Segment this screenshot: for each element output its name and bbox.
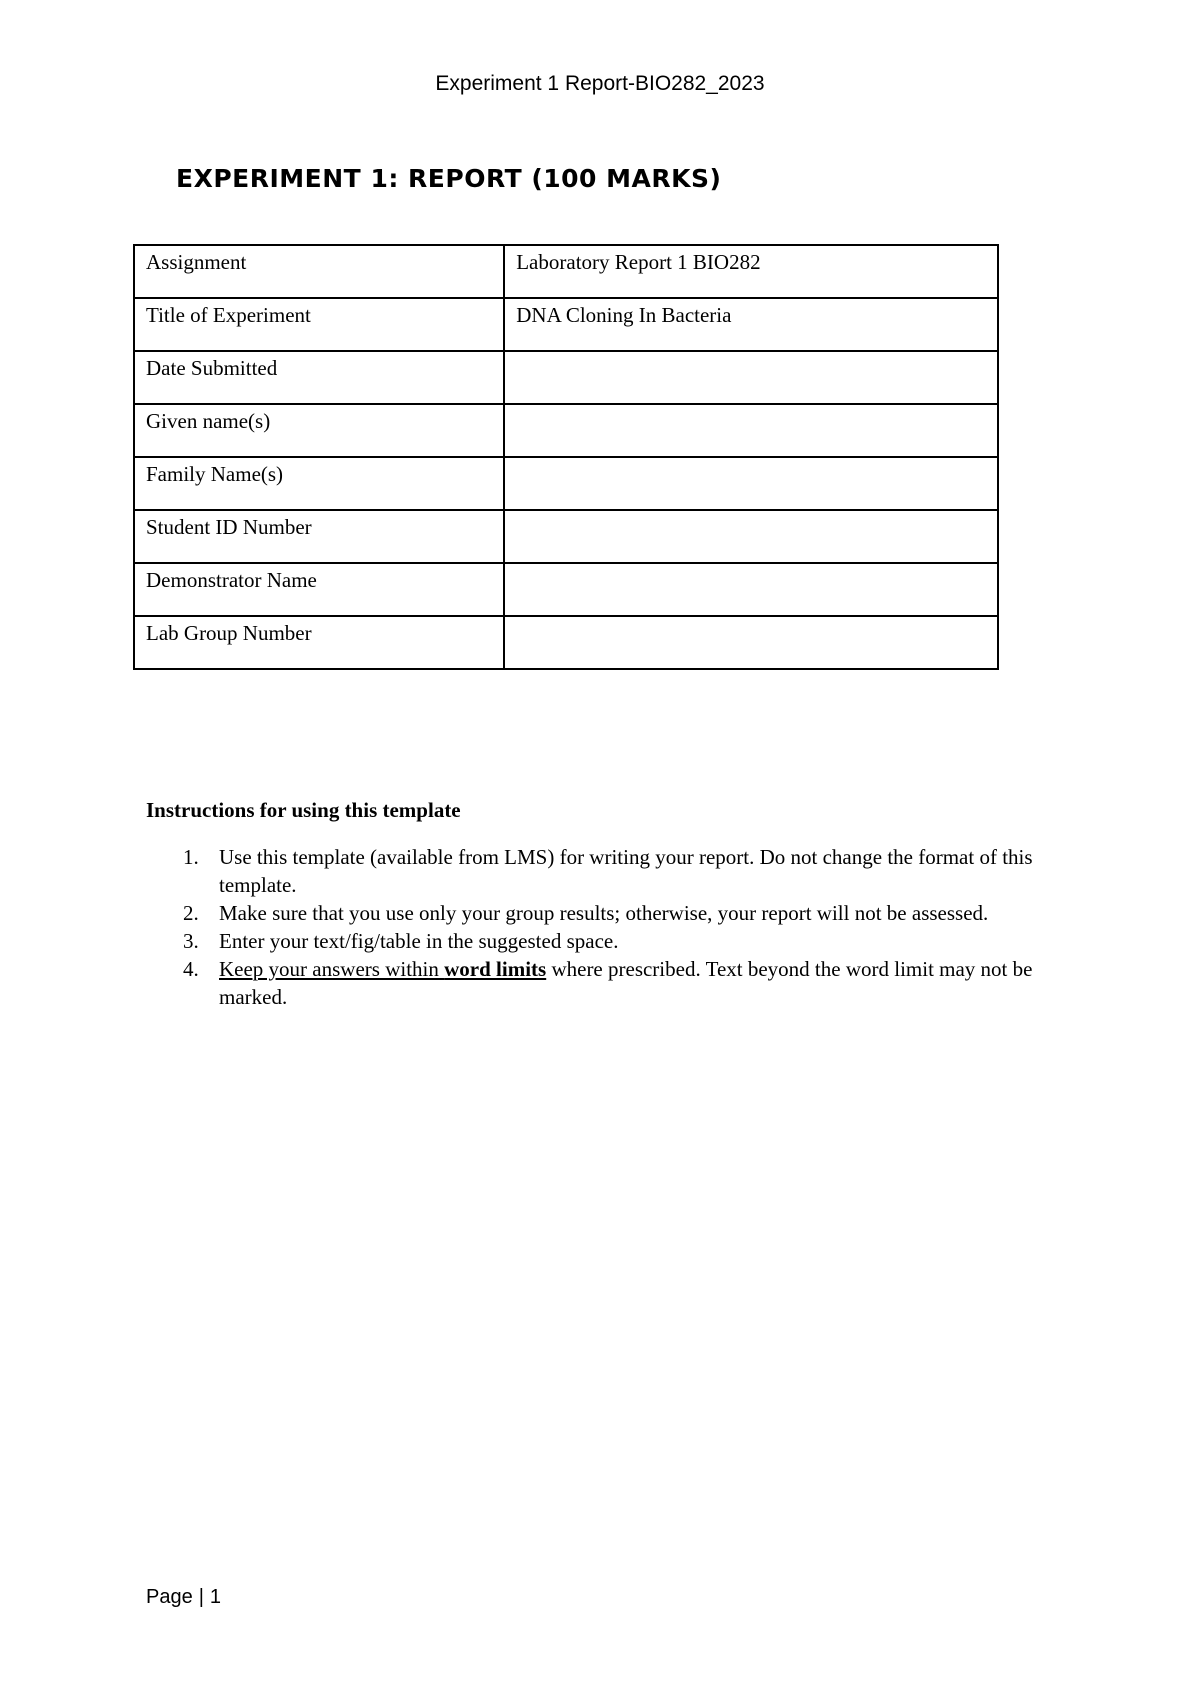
row-label: Family Name(s) (134, 457, 504, 510)
list-item (146, 955, 1066, 1011)
row-label: Assignment (134, 245, 504, 298)
list-number: 2. (183, 901, 199, 925)
underlined-text: Keep your answers within (219, 957, 445, 981)
page-header: Experiment 1 Report-BIO282_2023 (435, 72, 765, 95)
list-item-text: Enter your text/fig/table in the suggested space. (219, 929, 619, 953)
list-item-text: Use this template (available from LMS) for writing your report. Do not change the format of this template. (219, 845, 1033, 897)
table-row (134, 245, 998, 298)
list-item-text: Make sure that you use only your group results; otherwise, your report will not be assessed. (219, 901, 989, 925)
page-label: Page (146, 1586, 193, 1608)
row-value[interactable] (504, 510, 998, 563)
list-number: 4. (183, 957, 199, 981)
table-row (134, 563, 998, 616)
list-number: 1. (183, 845, 199, 869)
row-value[interactable] (504, 404, 998, 457)
document-title: EXPERIMENT 1: REPORT (100 MARKS) (176, 164, 722, 193)
instructions-list (146, 843, 1066, 1011)
list-item (146, 843, 1066, 899)
instructions-heading: Instructions for using this template (146, 798, 461, 822)
list-number: 3. (183, 929, 199, 953)
page-footer (146, 1586, 221, 1609)
page-number: 1 (209, 1586, 222, 1608)
list-item (146, 927, 1066, 955)
row-label: Demonstrator Name (134, 563, 504, 616)
row-value[interactable] (504, 563, 998, 616)
table-row (134, 457, 998, 510)
row-value[interactable]: DNA Cloning In Bacteria (504, 298, 998, 351)
table-row (134, 298, 998, 351)
row-label: Date Submitted (134, 351, 504, 404)
word-limits-emphasis: word limits (444, 957, 547, 981)
row-value[interactable]: Laboratory Report 1 BIO282 (504, 245, 998, 298)
row-label: Given name(s) (134, 404, 504, 457)
list-item-text: where prescribed. Text beyond the word limit may not be marked. (219, 957, 1033, 1009)
page-separator: | (198, 1586, 204, 1608)
report-info-table (133, 244, 999, 670)
row-value[interactable] (504, 351, 998, 404)
list-item (146, 899, 1066, 927)
row-label: Lab Group Number (134, 616, 504, 669)
table-row (134, 616, 998, 669)
row-value[interactable] (504, 616, 998, 669)
table-row (134, 404, 998, 457)
row-value[interactable] (504, 457, 998, 510)
row-label: Student ID Number (134, 510, 504, 563)
row-label: Title of Experiment (134, 298, 504, 351)
table-row (134, 351, 998, 404)
table-row (134, 510, 998, 563)
